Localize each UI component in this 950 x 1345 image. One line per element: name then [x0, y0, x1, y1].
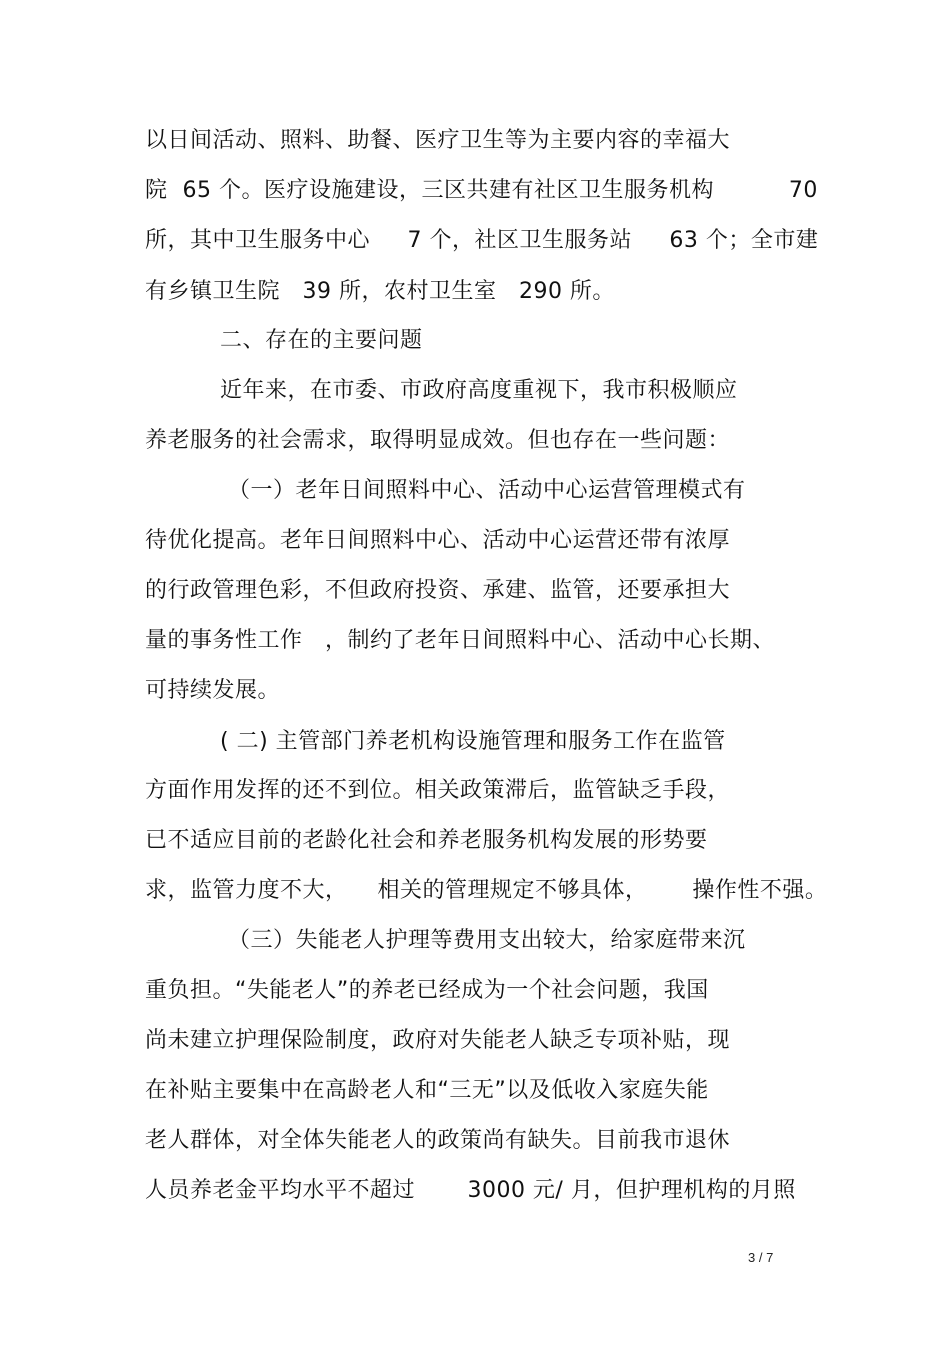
text-line: 近年来，在市委、市政府高度重视下，我市积极顺应: [220, 378, 738, 403]
text-line: 的行政管理色彩，不但政府投资、承建、监管，还要承担大: [145, 578, 731, 603]
text-line: 以日间活动、照料、助餐、医疗卫生等为主要内容的幸福大: [145, 128, 731, 153]
subsection-heading: ( 二) 主管部门养老机构设施管理和服务工作在监管: [220, 729, 726, 754]
text-line: 在补贴主要集中在高龄老人和“三无”以及低收入家庭失能: [145, 1078, 709, 1103]
text-line: 可持续发展。: [145, 678, 281, 703]
text-line: 所，其中卫生服务中心 7 个，社区卫生服务站 63 个；全市建: [145, 228, 819, 253]
text-line: 养老服务的社会需求，取得明显成效。但也存在一些问题：: [145, 428, 731, 453]
subsection-heading: （三）失能老人护理等费用支出较大，给家庭带来沉: [228, 928, 746, 953]
text-line: 尚未建立护理保险制度，政府对失能老人缺乏专项补贴，现: [145, 1028, 731, 1053]
text-line: 求，监管力度不大， 相关的管理规定不够具体， 操作性不强。: [145, 878, 828, 903]
text-line: 重负担。“失能老人”的养老已经成为一个社会问题，我国: [145, 978, 709, 1003]
text-line: 量的事务性工作 ，制约了老年日间照料中心、活动中心长期、: [145, 628, 775, 653]
subsection-heading: （一）老年日间照料中心、活动中心运营管理模式有: [228, 478, 746, 503]
text-line: 已不适应目前的老龄化社会和养老服务机构发展的形势要: [145, 828, 708, 853]
text-line: 人员养老金平均水平不超过 3000 元/ 月，但护理机构的月照: [145, 1178, 796, 1203]
text-line: 院 65 个。医疗设施建设，三区共建有社区卫生服务机构 70: [145, 178, 818, 203]
text-line: 有乡镇卫生院 39 所，农村卫生室 290 所。: [145, 279, 615, 304]
section-heading: 二、存在的主要问题: [220, 328, 423, 353]
text-line: 待优化提高。老年日间照料中心、活动中心运营还带有浓厚: [145, 528, 731, 553]
page-number: 3 / 7: [748, 1250, 774, 1265]
text-line: 方面作用发挥的还不到位。相关政策滞后，监管缺乏手段，: [145, 778, 731, 803]
text-line: 老人群体，对全体失能老人的政策尚有缺失。目前我市退休: [145, 1128, 731, 1153]
